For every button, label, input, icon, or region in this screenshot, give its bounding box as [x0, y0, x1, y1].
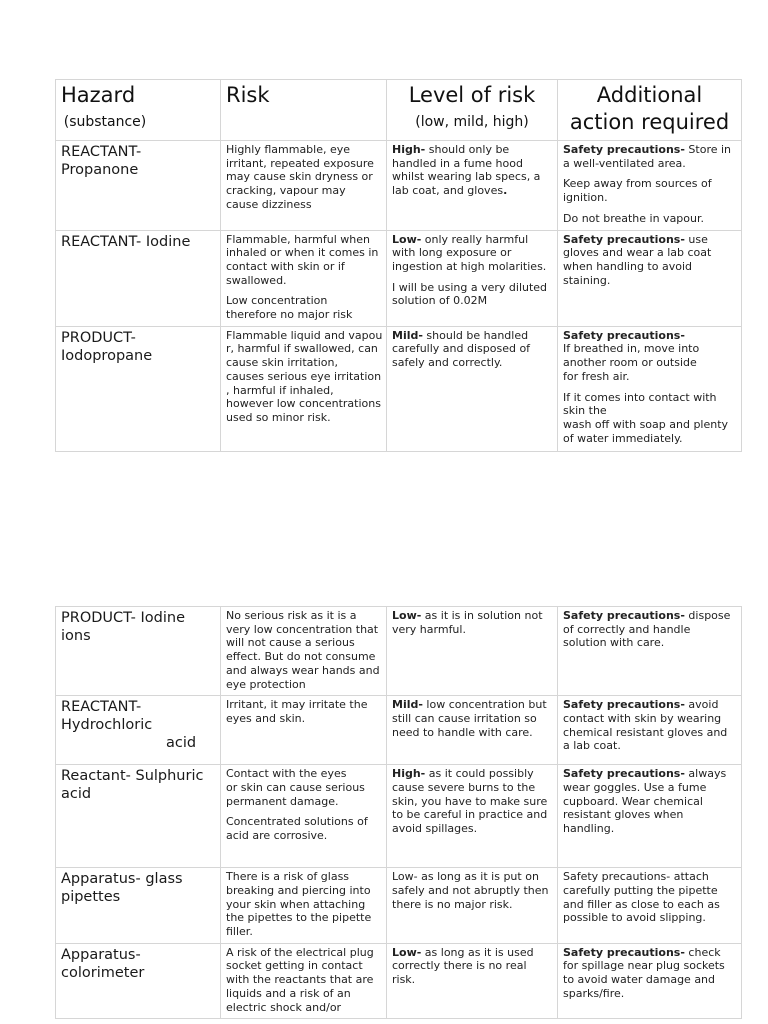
table-row	[56, 943, 742, 1019]
risk-cell: Highly flammable, eye irritant, repeated exposure may cause skin dryness or cracking, vapour may cause dizziness	[221, 141, 387, 231]
risk-cell: No serious risk as it is a very low concentration that will not cause a serious effect. But do not consume and always wear hands and eye protection	[221, 607, 387, 696]
level-cell: Low- only really harmful with long exposure or ingestion at high molarities. I will be using a very diluted solution of 0.02M	[387, 230, 558, 326]
table-row	[56, 230, 742, 326]
substance-cell: REACTANT- Hydrochloric acid	[56, 696, 221, 765]
action-cell: Safety precautions- Store in a well-ventilated area. Keep away from sources of ignition. Do not breathe in vapour.	[558, 141, 742, 231]
substance-cell: REACTANT- Iodine	[56, 230, 221, 326]
header-level: Level of risk (low, mild, high)	[387, 80, 558, 141]
substance-cell: Apparatus- glass pipettes	[56, 868, 221, 944]
risk-cell: Flammable liquid and vapou r, harmful if swallowed, can cause skin irritation, causes serious eye irritation , harmful if inhaled, however low concentrations used so minor risk.	[221, 326, 387, 451]
substance-cell: PRODUCT- Iodine ions	[56, 607, 221, 696]
level-cell: Mild- low concentration but still can cause irritation so need to handle with care.	[387, 696, 558, 765]
substance-cell: REACTANT- Propanone	[56, 141, 221, 231]
table-row	[56, 326, 742, 451]
table-row	[56, 765, 742, 868]
risk-cell: There is a risk of glass breaking and piercing into your skin when attaching the pipettes to the pipette filler.	[221, 868, 387, 944]
substance-cell: PRODUCT- Iodopropane	[56, 326, 221, 451]
level-cell: High- as it could possibly cause severe burns to the skin, you have to make sure to be careful in practice and avoid spillages.	[387, 765, 558, 868]
table-row	[56, 696, 742, 765]
table-row	[56, 141, 742, 231]
header-risk: Risk	[221, 80, 387, 141]
level-cell: Low- as it is in solution not very harmful.	[387, 607, 558, 696]
risk-cell: Flammable, harmful when inhaled or when it comes in contact with skin or if swallowed. Low concentration therefore no major risk	[221, 230, 387, 326]
action-cell: Safety precautions- If breathed in, move into another room or outside for fresh air. If it comes into contact with skin the wash off with soap and plenty of water immediately.	[558, 326, 742, 451]
level-cell: Low- as long as it is used correctly there is no real risk.	[387, 943, 558, 1019]
action-cell: Safety precautions- use gloves and wear a lab coat when handling to avoid staining.	[558, 230, 742, 326]
action-cell: Safety precautions- check for spillage near plug sockets to avoid water damage and sparks/fire.	[558, 943, 742, 1019]
action-cell: Safety precautions- attach carefully putting the pipette and filler as close to each as possible to avoid slipping.	[558, 868, 742, 944]
risk-table-1	[55, 79, 742, 452]
risk-cell: Contact with the eyes or skin can cause serious permanent damage. Concentrated solutions of acid are corrosive.	[221, 765, 387, 868]
level-cell: High- should only be handled in a fume hood whilst wearing lab specs, a lab coat, and gloves.	[387, 141, 558, 231]
header-action: Additional action required	[558, 80, 742, 141]
action-cell: Safety precautions- avoid contact with skin by wearing chemical resistant gloves and a lab coat.	[558, 696, 742, 765]
level-cell: Low- as long as it is put on safely and not abruptly then there is no major risk.	[387, 868, 558, 944]
level-cell: Mild- should be handled carefully and disposed of safely and correctly.	[387, 326, 558, 451]
risk-cell: Irritant, it may irritate the eyes and skin.	[221, 696, 387, 765]
header-hazard: Hazard (substance)	[56, 80, 221, 141]
risk-table-2	[55, 606, 742, 1019]
table-row	[56, 868, 742, 944]
header-row	[56, 80, 742, 141]
action-cell: Safety precautions- dispose of correctly and handle solution with care.	[558, 607, 742, 696]
risk-cell: A risk of the electrical plug socket getting in contact with the reactants that are liquids and a risk of an electric shock and/or	[221, 943, 387, 1019]
action-cell: Safety precautions- always wear goggles. Use a fume cupboard. Wear chemical resistant gloves when handling.	[558, 765, 742, 868]
substance-cell: Apparatus- colorimeter	[56, 943, 221, 1019]
substance-cell: Reactant- Sulphuric acid	[56, 765, 221, 868]
table-row	[56, 607, 742, 696]
